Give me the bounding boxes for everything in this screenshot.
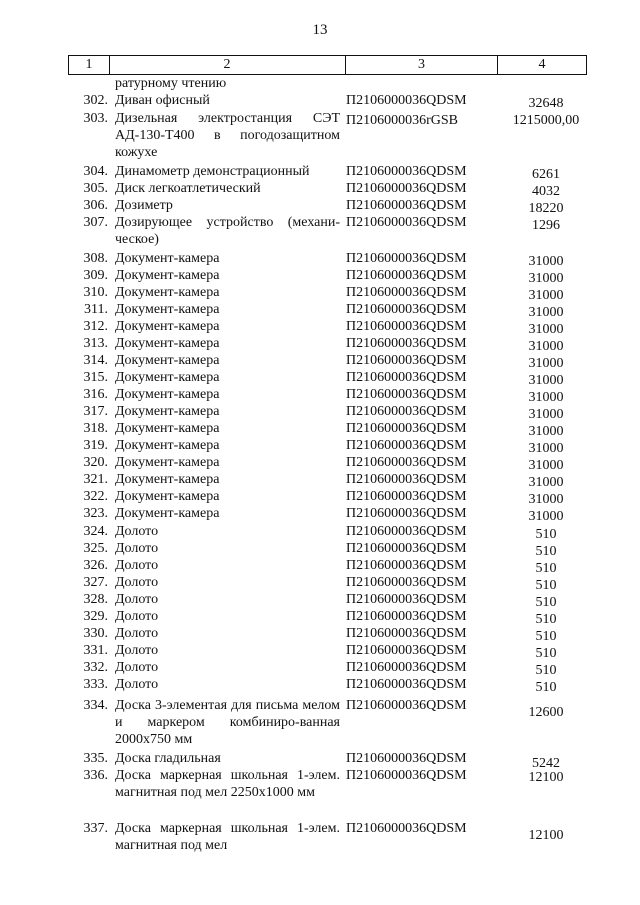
- row-number: 327.: [83, 575, 108, 590]
- table-row: [0, 676, 640, 693]
- item-code: П2106000036QDSM: [346, 506, 467, 521]
- item-name: Доска маркерная школьная 1-элем. магнитная под мел 2250х1000 мм: [115, 768, 340, 800]
- item-code: П2106000036QDSM: [346, 387, 467, 402]
- item-name: Документ-камера: [115, 387, 220, 402]
- item-code: П2106000036QDSM: [346, 592, 467, 607]
- header-col-2: 2: [223, 57, 231, 72]
- item-price: 31000: [528, 492, 564, 507]
- item-code: П2106000036QDSM: [346, 353, 467, 368]
- item-code: П2106000036QDSM: [346, 677, 467, 692]
- table-row: [0, 369, 640, 386]
- item-code: П2106000036QDSM: [346, 698, 467, 713]
- item-price: 510: [535, 595, 557, 610]
- item-name: Документ-камера: [115, 370, 220, 385]
- item-name: Документ-камера: [115, 353, 220, 368]
- table-row: [0, 420, 640, 437]
- row-number: 320.: [83, 455, 108, 470]
- item-code: П2106000036QDSM: [346, 751, 467, 766]
- item-name: Диск легкоатлетический: [115, 181, 261, 196]
- row-number: 326.: [83, 558, 108, 573]
- item-price: 510: [535, 663, 557, 678]
- item-price: 31000: [528, 322, 564, 337]
- item-price: 32648: [528, 96, 564, 111]
- item-price: 6261: [532, 167, 560, 182]
- item-name: Дозирующее устройство (механи-ческое): [115, 215, 340, 247]
- row-number: 328.: [83, 592, 108, 607]
- item-name: Динамометр демонстрационный: [115, 164, 310, 179]
- table-row: [0, 523, 640, 540]
- item-code: П2106000036QDSM: [346, 438, 467, 453]
- item-price: 510: [535, 629, 557, 644]
- table-row: [0, 163, 640, 180]
- table-row: [0, 557, 640, 574]
- item-price: 31000: [528, 288, 564, 303]
- row-number: 336.: [83, 768, 108, 783]
- item-name: Долото: [115, 643, 159, 658]
- table-row: [0, 540, 640, 557]
- item-name: Документ-камера: [115, 336, 220, 351]
- item-price: 510: [535, 561, 557, 576]
- item-price: 31000: [528, 373, 564, 388]
- header-col-1: 1: [85, 57, 93, 72]
- row-number: 313.: [83, 336, 108, 351]
- table-row: [0, 625, 640, 642]
- row-number: 337.: [83, 821, 108, 836]
- item-price: 18220: [528, 201, 564, 216]
- item-code: П2106000036QDSM: [346, 768, 467, 783]
- table-row: [0, 214, 640, 248]
- item-name: Доска маркерная школьная 1-элем. магнитная под мел: [115, 821, 340, 853]
- item-code: П2106000036QDSM: [346, 181, 467, 196]
- table-row: [0, 471, 640, 488]
- row-number: 310.: [83, 285, 108, 300]
- row-number: 323.: [83, 506, 108, 521]
- table-row: [0, 386, 640, 403]
- item-name: Документ-камера: [115, 404, 220, 419]
- table-row: [0, 454, 640, 471]
- table-row: [0, 750, 640, 771]
- row-number: 317.: [83, 404, 108, 419]
- row-number: 311.: [84, 302, 108, 317]
- item-code: П2106000036QDSM: [346, 643, 467, 658]
- item-price: 1296: [532, 218, 560, 233]
- item-price: 31000: [528, 305, 564, 320]
- item-price: 31000: [528, 407, 564, 422]
- item-name: Долото: [115, 626, 159, 641]
- item-code: П2106000036QDSM: [346, 489, 467, 504]
- table-row: [0, 197, 640, 214]
- item-price: 4032: [532, 184, 560, 199]
- item-price: 31000: [528, 475, 564, 490]
- table-row: [0, 608, 640, 625]
- row-number: 318.: [83, 421, 108, 436]
- item-price: 510: [535, 612, 557, 627]
- item-name: Долото: [115, 609, 159, 624]
- item-price: 12100: [528, 770, 564, 785]
- table-row: [0, 767, 640, 818]
- item-price: 510: [535, 578, 557, 593]
- item-name: Долото: [115, 558, 159, 573]
- item-price: 510: [535, 646, 557, 661]
- item-name: Долото: [115, 677, 159, 692]
- item-code: П2106000036QDSM: [346, 524, 467, 539]
- table-row: [0, 642, 640, 659]
- item-name: Документ-камера: [115, 421, 220, 436]
- item-price: 31000: [528, 254, 564, 269]
- row-number: 307.: [83, 215, 108, 230]
- table-row: [0, 403, 640, 420]
- item-name: Документ-камера: [115, 302, 220, 317]
- table-row: [0, 335, 640, 352]
- item-name: Документ-камера: [115, 319, 220, 334]
- item-code: П2106000036QDSM: [346, 421, 467, 436]
- item-name: Долото: [115, 575, 159, 590]
- item-price: 31000: [528, 458, 564, 473]
- row-number: 325.: [83, 541, 108, 556]
- item-code: П2106000036rGSB: [346, 113, 459, 128]
- item-price: 510: [535, 680, 557, 695]
- row-number: 309.: [83, 268, 108, 283]
- item-code: П2106000036QDSM: [346, 302, 467, 317]
- item-price: 31000: [528, 390, 564, 405]
- row-number: 331.: [83, 643, 108, 658]
- row-number: 333.: [83, 677, 108, 692]
- item-name: Документ-камера: [115, 268, 220, 283]
- item-price: 510: [535, 544, 557, 559]
- item-code: П2106000036QDSM: [346, 93, 467, 108]
- item-code: П2106000036QDSM: [346, 336, 467, 351]
- item-name: Документ-камера: [115, 455, 220, 470]
- item-code: П2106000036QDSM: [346, 251, 467, 266]
- item-price: 1215000,00: [512, 113, 580, 128]
- row-number: 322.: [83, 489, 108, 504]
- item-code: П2106000036QDSM: [346, 660, 467, 675]
- row-number: 315.: [83, 370, 108, 385]
- row-number: 334.: [83, 698, 108, 713]
- item-price: 31000: [528, 356, 564, 371]
- table-row: [0, 180, 640, 197]
- row-number: 319.: [83, 438, 108, 453]
- table-row: [0, 250, 640, 267]
- table-row: [0, 659, 640, 676]
- row-number: 332.: [83, 660, 108, 675]
- table-row: [0, 591, 640, 608]
- item-price: 5242: [532, 756, 560, 771]
- item-price: 12600: [528, 705, 564, 720]
- row-number: 321.: [83, 472, 108, 487]
- row-number: 329.: [83, 609, 108, 624]
- row-number: 316.: [83, 387, 108, 402]
- item-code: П2106000036QDSM: [346, 472, 467, 487]
- table-row: [0, 301, 640, 318]
- item-code: П2106000036QDSM: [346, 215, 467, 230]
- item-name: Доска гладильная: [115, 751, 221, 766]
- table-row: [0, 267, 640, 284]
- item-code: П2106000036QDSM: [346, 609, 467, 624]
- item-code: П2106000036QDSM: [346, 164, 467, 179]
- item-name: Дизельная электростанция СЭТ АД-130-Т400 в погодозащитном кожухе: [115, 111, 340, 160]
- item-name: Долото: [115, 592, 159, 607]
- table-row: [0, 820, 640, 854]
- item-name: Документ-камера: [115, 489, 220, 504]
- table-row: [0, 352, 640, 369]
- table-row: [0, 437, 640, 454]
- item-code: П2106000036QDSM: [346, 404, 467, 419]
- row-number: 303.: [83, 111, 108, 126]
- item-code: П2106000036QDSM: [346, 285, 467, 300]
- row-number: 312.: [83, 319, 108, 334]
- item-code: П2106000036QDSM: [346, 541, 467, 556]
- item-name: Документ-камера: [115, 285, 220, 300]
- table-row: [0, 697, 640, 748]
- item-name: Дозиметр: [115, 198, 173, 213]
- item-code: П2106000036QDSM: [346, 198, 467, 213]
- table-row: [0, 488, 640, 505]
- item-price: 31000: [528, 509, 564, 524]
- item-name: Долото: [115, 660, 159, 675]
- row-number: 302.: [83, 93, 108, 108]
- item-code: П2106000036QDSM: [346, 455, 467, 470]
- item-name: Документ-камера: [115, 438, 220, 453]
- table-row: [0, 318, 640, 335]
- item-price: 31000: [528, 424, 564, 439]
- table-row: [0, 574, 640, 591]
- item-code: П2106000036QDSM: [346, 268, 467, 283]
- item-name: Документ-камера: [115, 506, 220, 521]
- item-code: П2106000036QDSM: [346, 319, 467, 334]
- item-name: Диван офисный: [115, 93, 210, 108]
- item-code: П2106000036QDSM: [346, 370, 467, 385]
- item-price: 31000: [528, 441, 564, 456]
- row-number: 304.: [83, 164, 108, 179]
- row-number: 330.: [83, 626, 108, 641]
- table-row: [0, 92, 640, 109]
- header-col-4: 4: [538, 57, 546, 72]
- item-name: Доска 3-элементая для письма мелом и маркером комбиниро-ванная 2000х750 мм: [115, 698, 340, 747]
- item-code: П2106000036QDSM: [346, 821, 467, 836]
- item-price: 31000: [528, 339, 564, 354]
- table-row: [0, 284, 640, 301]
- row-number: 314.: [83, 353, 108, 368]
- table-header: [68, 55, 587, 75]
- item-price: 12100: [528, 828, 564, 843]
- item-price: 31000: [528, 271, 564, 286]
- table-row: [0, 505, 640, 522]
- item-name: Долото: [115, 541, 159, 556]
- continuation-text: ратурному чтению: [115, 76, 227, 91]
- item-price: 510: [535, 527, 557, 542]
- row-number: 335.: [83, 751, 108, 766]
- item-code: П2106000036QDSM: [346, 558, 467, 573]
- table-row: [0, 110, 640, 161]
- row-number: 306.: [83, 198, 108, 213]
- page-number: 13: [312, 22, 328, 38]
- item-name: Документ-камера: [115, 251, 220, 266]
- row-number: 308.: [83, 251, 108, 266]
- item-code: П2106000036QDSM: [346, 626, 467, 641]
- item-name: Документ-камера: [115, 472, 220, 487]
- item-name: Долото: [115, 524, 159, 539]
- header-col-3: 3: [418, 57, 425, 72]
- row-number: 305.: [83, 181, 108, 196]
- item-code: П2106000036QDSM: [346, 575, 467, 590]
- row-number: 324.: [83, 524, 108, 539]
